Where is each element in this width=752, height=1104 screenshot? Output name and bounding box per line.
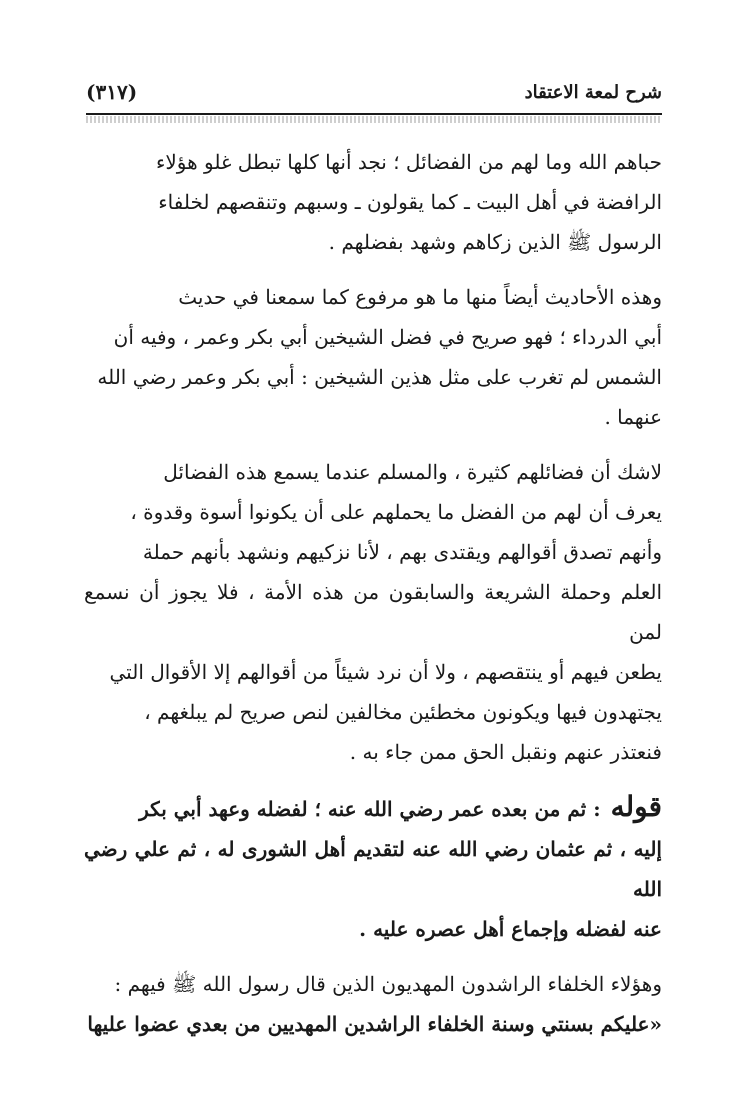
text-line: أبي الدرداء ؛ فهو صريح في فضل الشيخين أبي بكر وعمر ، وفيه أن	[113, 325, 662, 349]
running-header	[86, 78, 662, 108]
qawluhu-lead-word: قوله	[610, 790, 662, 823]
paragraph-3	[84, 452, 662, 772]
header-title: شرح لمعة الاعتقاد	[524, 82, 662, 103]
text-line: عنهما .	[604, 405, 662, 429]
paragraph-5	[84, 964, 662, 1044]
matn-quote-paragraph	[84, 787, 662, 949]
text-line: يطعن فيهم أو ينتقصهم ، ولا أن نرد شيئاً من أقوالهم إلا الأقوال التي	[109, 660, 662, 684]
text-line: إليه ، ثم عثمان رضي الله عنه لتقديم أهل الشورى له ، ثم علي رضي الله	[84, 837, 662, 901]
text-line: فنعتذر عنهم ونقبل الحق ممن جاء به .	[349, 740, 662, 764]
paragraph-1	[84, 142, 662, 262]
text-line: الرسول ﷺ الذين زكاهم وشهد بفضلهم .	[328, 230, 662, 254]
text-line: يجتهدون فيها ويكونون مخطئين مخالفين لنص صريح لم يبلغهم ،	[144, 700, 662, 724]
header-rule-shade	[86, 116, 662, 123]
text-line: يعرف أن لهم من الفضل ما يحملهم على أن يكونوا أسوة وقدوة ،	[130, 500, 662, 524]
hadith-quote-line: «عليكم بسنتي وسنة الخلفاء الراشدين المهديين من بعدي عضوا عليها	[87, 1012, 662, 1036]
text-line	[84, 787, 662, 829]
matn-first-line: : ثم من بعده عمر رضي الله عنه ؛ لفضله وعهد أبي بكر	[139, 797, 601, 821]
text-line: وهؤلاء الخلفاء الراشدون المهديون الذين قال رسول الله ﷺ فيهم :	[114, 972, 662, 996]
text-line: الشمس لم تغرب على مثل هذين الشيخين : أبي بكر وعمر رضي الله	[97, 365, 662, 389]
text-line: حباهم الله وما لهم من الفضائل ؛ نجد أنها كلها تبطل غلو هؤلاء	[155, 150, 662, 174]
text-line: الرافضة في أهل البيت ـ كما يقولون ـ وسبهم وتنقصهم لخلفاء	[158, 190, 662, 214]
text-line: وأنهم تصدق أقوالهم ويقتدى بهم ، لأنا نزكيهم ونشهد بأنهم حملة	[142, 540, 662, 564]
paragraph-2	[84, 277, 662, 437]
header-rule	[86, 113, 662, 115]
page-number: (٣١٧)	[86, 80, 138, 104]
text-line: لاشك أن فضائلهم كثيرة ، والمسلم عندما يسمع هذه الفضائل	[163, 460, 662, 484]
text-line: وهذه الأحاديث أيضاً منها ما هو مرفوع كما سمعنا في حديث	[178, 285, 662, 309]
text-line: العلم وحملة الشريعة والسابقون من هذه الأمة ، فلا يجوز أن نسمع لمن	[84, 580, 662, 644]
text-line: عنه لفضله وإجماع أهل عصره عليه .	[359, 917, 662, 941]
page-body	[84, 142, 662, 1059]
